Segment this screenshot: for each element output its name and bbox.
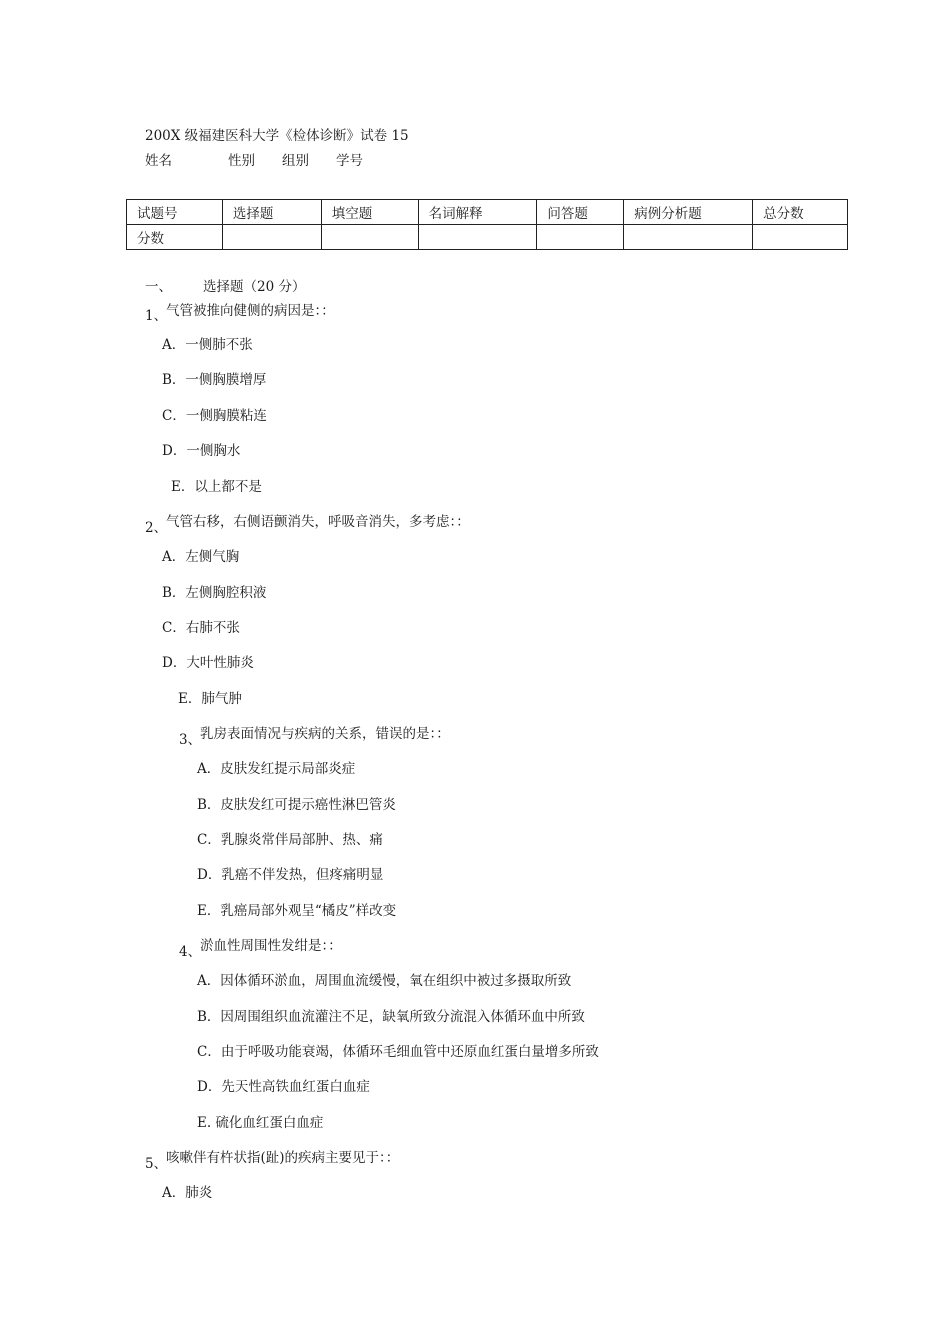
option-e: E．肺气肿 xyxy=(178,691,242,707)
option-e: E．乳癌局部外观呈“橘皮”样改变 xyxy=(197,903,397,919)
header-cell: 病例分析题 xyxy=(624,200,753,225)
score-cell[interactable] xyxy=(321,225,418,250)
score-table-score-row xyxy=(127,225,848,250)
exam-title: 200X 级福建医科大学《检体诊断》试卷 15 xyxy=(145,128,409,144)
question-number: 5、 xyxy=(145,1156,168,1172)
score-cell[interactable] xyxy=(624,225,753,250)
option-a: A．肺炎 xyxy=(162,1185,213,1201)
option-d: D．先天性高铁血红蛋白血症 xyxy=(197,1079,370,1095)
question-text: 淤血性周围性发绀是：： xyxy=(200,938,342,954)
header-cell: 问答题 xyxy=(537,200,624,225)
field-name-label: 姓名 xyxy=(145,153,172,169)
score-cell[interactable] xyxy=(537,225,624,250)
option-b: B．皮肤发红可提示癌性淋巴管炎 xyxy=(197,797,396,813)
question-text: 气管被推向健侧的病因是：： xyxy=(166,303,335,319)
question-number: 1、 xyxy=(145,308,168,324)
option-e: E. 硫化血红蛋白血症 xyxy=(197,1115,324,1131)
score-cell[interactable] xyxy=(418,225,537,250)
option-d: D．大叶性肺炎 xyxy=(162,655,254,671)
field-group-label: 组别 xyxy=(282,153,309,169)
option-b: B．左侧胸腔积液 xyxy=(162,585,267,601)
option-c: C．右肺不张 xyxy=(162,620,240,636)
score-cell[interactable] xyxy=(222,225,321,250)
option-d: D．乳癌不伴发热，但疼痛明显 xyxy=(197,867,384,883)
score-table-header-row xyxy=(127,200,848,225)
header-cell: 试题号 xyxy=(127,200,223,225)
option-c: C．由于呼吸功能衰竭，体循环毛细血管中还原血红蛋白量增多所致 xyxy=(197,1044,599,1060)
question-text: 咳嗽伴有杵状指(趾)的疾病主要见于：： xyxy=(166,1150,400,1166)
score-table xyxy=(126,199,848,250)
option-a: A．因体循环淤血，周围血流缓慢，氧在组织中被过多摄取所致 xyxy=(197,973,572,989)
question-number: 4、 xyxy=(179,944,202,960)
section-title: 选择题（20 分） xyxy=(203,279,306,295)
option-a: A．左侧气胸 xyxy=(162,549,240,565)
field-student-id-label: 学号 xyxy=(336,153,363,169)
question-text: 乳房表面情况与疾病的关系，错误的是：： xyxy=(200,726,450,742)
question-number: 3、 xyxy=(179,732,202,748)
option-a: A．皮肤发红提示局部炎症 xyxy=(197,761,356,777)
field-gender-label: 性别 xyxy=(228,153,255,169)
header-cell: 总分数 xyxy=(753,200,848,225)
option-a: A．一侧肺不张 xyxy=(162,337,253,353)
option-d: D．一侧胸水 xyxy=(162,443,241,459)
header-cell: 填空题 xyxy=(321,200,418,225)
score-cell[interactable] xyxy=(753,225,848,250)
option-e: E．以上都不是 xyxy=(171,479,262,495)
header-cell: 名词解释 xyxy=(418,200,537,225)
option-c: C．一侧胸膜粘连 xyxy=(162,408,267,424)
option-b: B．因周围组织血流灌注不足，缺氧所致分流混入体循环血中所致 xyxy=(197,1009,585,1025)
question-number: 2、 xyxy=(145,520,168,536)
question-text: 气管右移，右侧语颤消失，呼吸音消失，多考虑：： xyxy=(166,514,470,530)
row-label-cell: 分数 xyxy=(127,225,223,250)
header-cell: 选择题 xyxy=(222,200,321,225)
option-b: B．一侧胸膜增厚 xyxy=(162,372,267,388)
section-number: 一、 xyxy=(145,279,172,295)
option-c: C．乳腺炎常伴局部肿、热、痛 xyxy=(197,832,383,848)
